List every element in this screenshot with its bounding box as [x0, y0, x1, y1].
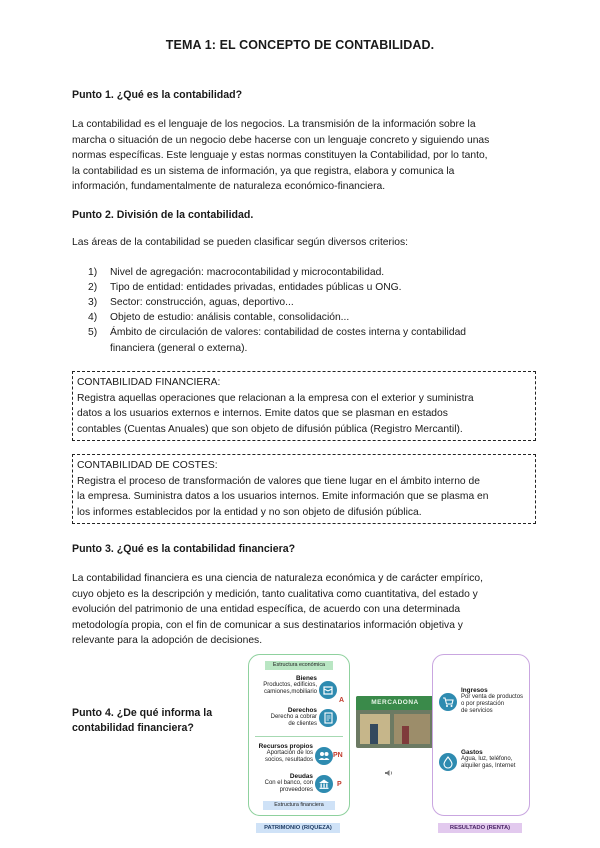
text-line: La contabilidad financiera es una ciencia de naturaleza económica y de carácter empírico, — [72, 573, 483, 584]
text-line: evolución del patrimonio de una entidad específica, de acuerdo con una determinada — [72, 604, 461, 616]
list-text: Sector: construcción, aguas, deportivo... — [110, 297, 294, 308]
box-title: CONTABILIDAD DE COSTES: — [77, 460, 218, 471]
bank-icon — [315, 775, 333, 793]
speaker-icon — [384, 765, 394, 775]
pasivo-letter: P — [337, 781, 342, 788]
box-line: los informes establecidos por la entidad y no son objeto de difusión pública. — [77, 506, 422, 518]
contabilidad-costes-box — [72, 454, 536, 524]
punto3-paragraph — [72, 571, 528, 649]
bienes-block — [251, 675, 317, 696]
gastos-line: Agua, luz, teléfono, — [461, 756, 513, 762]
list-number: 5) — [88, 327, 98, 338]
ingresos-line: de servicios — [461, 708, 493, 715]
bienes-title: Bienes — [296, 675, 317, 682]
box-line: la empresa. Suministra datos a los usuarios internos. Emite información que se plasma en — [77, 491, 489, 503]
list-item — [88, 265, 528, 281]
derechos-line: Derecho a cobrar — [270, 714, 317, 720]
bienes-line: camiones,mobiliario — [263, 689, 317, 696]
list-text: Nivel de agregación: macrocontabilidad y microcontabilidad. — [110, 267, 385, 278]
punto1-heading: Punto 1. ¿Qué es la contabilidad? — [72, 89, 243, 101]
resultado-card — [432, 654, 530, 816]
list-item — [88, 325, 528, 357]
cart-icon — [439, 693, 457, 711]
box-icon — [319, 681, 337, 699]
list-text-line: financiera (general o externa). — [110, 342, 248, 354]
document-icon — [319, 709, 337, 727]
list-text: Tipo de entidad: entidades privadas, entidades públicas u ONG. — [110, 282, 402, 293]
bienes-line: Productos, edificios, — [263, 682, 317, 688]
ingresos-line: o por prestación — [461, 701, 505, 708]
divider — [255, 736, 343, 737]
punto2-heading: Punto 2. División de la contabilidad. — [72, 209, 254, 221]
storefront-entrance — [394, 714, 430, 744]
patrimonio-card — [248, 654, 350, 816]
heading-line: contabilidad financiera? — [72, 722, 194, 734]
ingresos-block — [461, 687, 527, 716]
recursos-title: Recursos propios — [258, 743, 313, 750]
text-line: metodología propia, con el fin de comunicar a sus destinatarios información objetiva y — [72, 619, 463, 631]
list-text-line: Ámbito de circulación de valores: contabilidad de costes interna y contabilidad — [110, 327, 467, 338]
estructura-economica-label: Estructura económica — [265, 661, 333, 670]
people-icon — [315, 747, 333, 765]
list-item — [88, 280, 528, 296]
recursos-block — [251, 743, 313, 764]
text-line: cuyo objeto es la descripción y medición, tanto cualitativa como cuantitativa, del estado y — [72, 588, 478, 600]
text-line: la contabilidad es un sistema de información, ya que registra, elabora y comunica la — [72, 165, 455, 177]
estructura-financiera-label: Estructura financiera — [263, 801, 335, 810]
ingresos-line: Por venta de productos — [461, 694, 524, 700]
recursos-line: Aportación de los — [266, 750, 313, 756]
deudas-block — [251, 773, 313, 794]
box-line: Registra el proceso de transformación de valores que tiene lugar en el ámbito interno de — [77, 475, 480, 487]
deudas-line: proveedores — [279, 787, 313, 794]
text-line: relevante para la adopción de decisiones. — [72, 635, 263, 647]
recursos-line: socios, resultados — [264, 757, 313, 764]
patrimonio-label: PATRIMONIO (RIQUEZA) — [256, 823, 340, 833]
store-sign: MERCADONA — [371, 699, 419, 706]
deudas-line: Con el banco, con — [264, 780, 313, 786]
derechos-title: Derechos — [287, 707, 317, 714]
list-item — [88, 295, 528, 311]
gastos-block — [461, 749, 527, 770]
list-number: 1) — [88, 267, 98, 278]
contabilidad-financiera-box — [72, 371, 536, 441]
page-title: TEMA 1: EL CONCEPTO DE CONTABILIDAD. — [165, 38, 435, 52]
list-text: Objeto de estudio: análisis contable, consolidación... — [110, 312, 350, 323]
text-line: La contabilidad es el lenguaje de los negocios. La transmisión de la información sobre la — [72, 119, 476, 130]
box-line: contables (Cuentas Anuales) que son objeto de difusión pública (Registro Mercantil). — [77, 423, 463, 435]
heading-line: Punto 4. ¿De qué informa la — [72, 707, 213, 719]
deudas-title: Deudas — [289, 773, 313, 780]
list-text — [110, 325, 528, 356]
text-line: información, fundamentalmente de naturaleza económico-financiera. — [72, 181, 386, 193]
ingresos-title: Ingresos — [461, 687, 488, 694]
box-line: datos a los usuarios externos e internos. Emite datos que se plasman en estados — [77, 408, 448, 420]
resultado-label: RESULTADO (RENTA) — [438, 823, 522, 833]
box-line: Registra aquellas operaciones que relacionan a la empresa con el exterior y suministra — [77, 392, 474, 404]
list-number: 3) — [88, 297, 98, 308]
punto4-heading — [72, 706, 212, 736]
person-figure — [370, 724, 378, 744]
activo-letter: A — [339, 697, 345, 704]
box-title: CONTABILIDAD FINANCIERA: — [77, 377, 221, 388]
text-line: normas específicas. Este lenguaje y estas normas constituyen la Contabilidad, por lo tanto, — [72, 150, 488, 162]
punto3-heading: Punto 3. ¿Qué es la contabilidad financiera? — [72, 543, 296, 555]
list-number: 4) — [88, 312, 98, 323]
punto1-paragraph — [72, 117, 528, 195]
infographic — [248, 654, 528, 840]
store-photo — [356, 696, 434, 748]
text-line: marcha o situación de un negocio debe hacerse con un lenguaje concreto y siguiendo unas — [72, 134, 490, 146]
drop-icon — [439, 753, 457, 771]
list-number: 2) — [88, 282, 98, 293]
gastos-title: Gastos — [461, 749, 483, 756]
person-figure — [402, 726, 409, 744]
gastos-line: alquiler gas, Internet — [461, 763, 516, 770]
derechos-block — [251, 707, 317, 728]
punto2-intro: Las áreas de la contabilidad se pueden clasificar según diversos criterios: — [72, 237, 408, 248]
list-item — [88, 310, 528, 326]
patrimonio-neto-letter: PN — [333, 752, 343, 759]
derechos-line: de clientes — [288, 721, 317, 728]
